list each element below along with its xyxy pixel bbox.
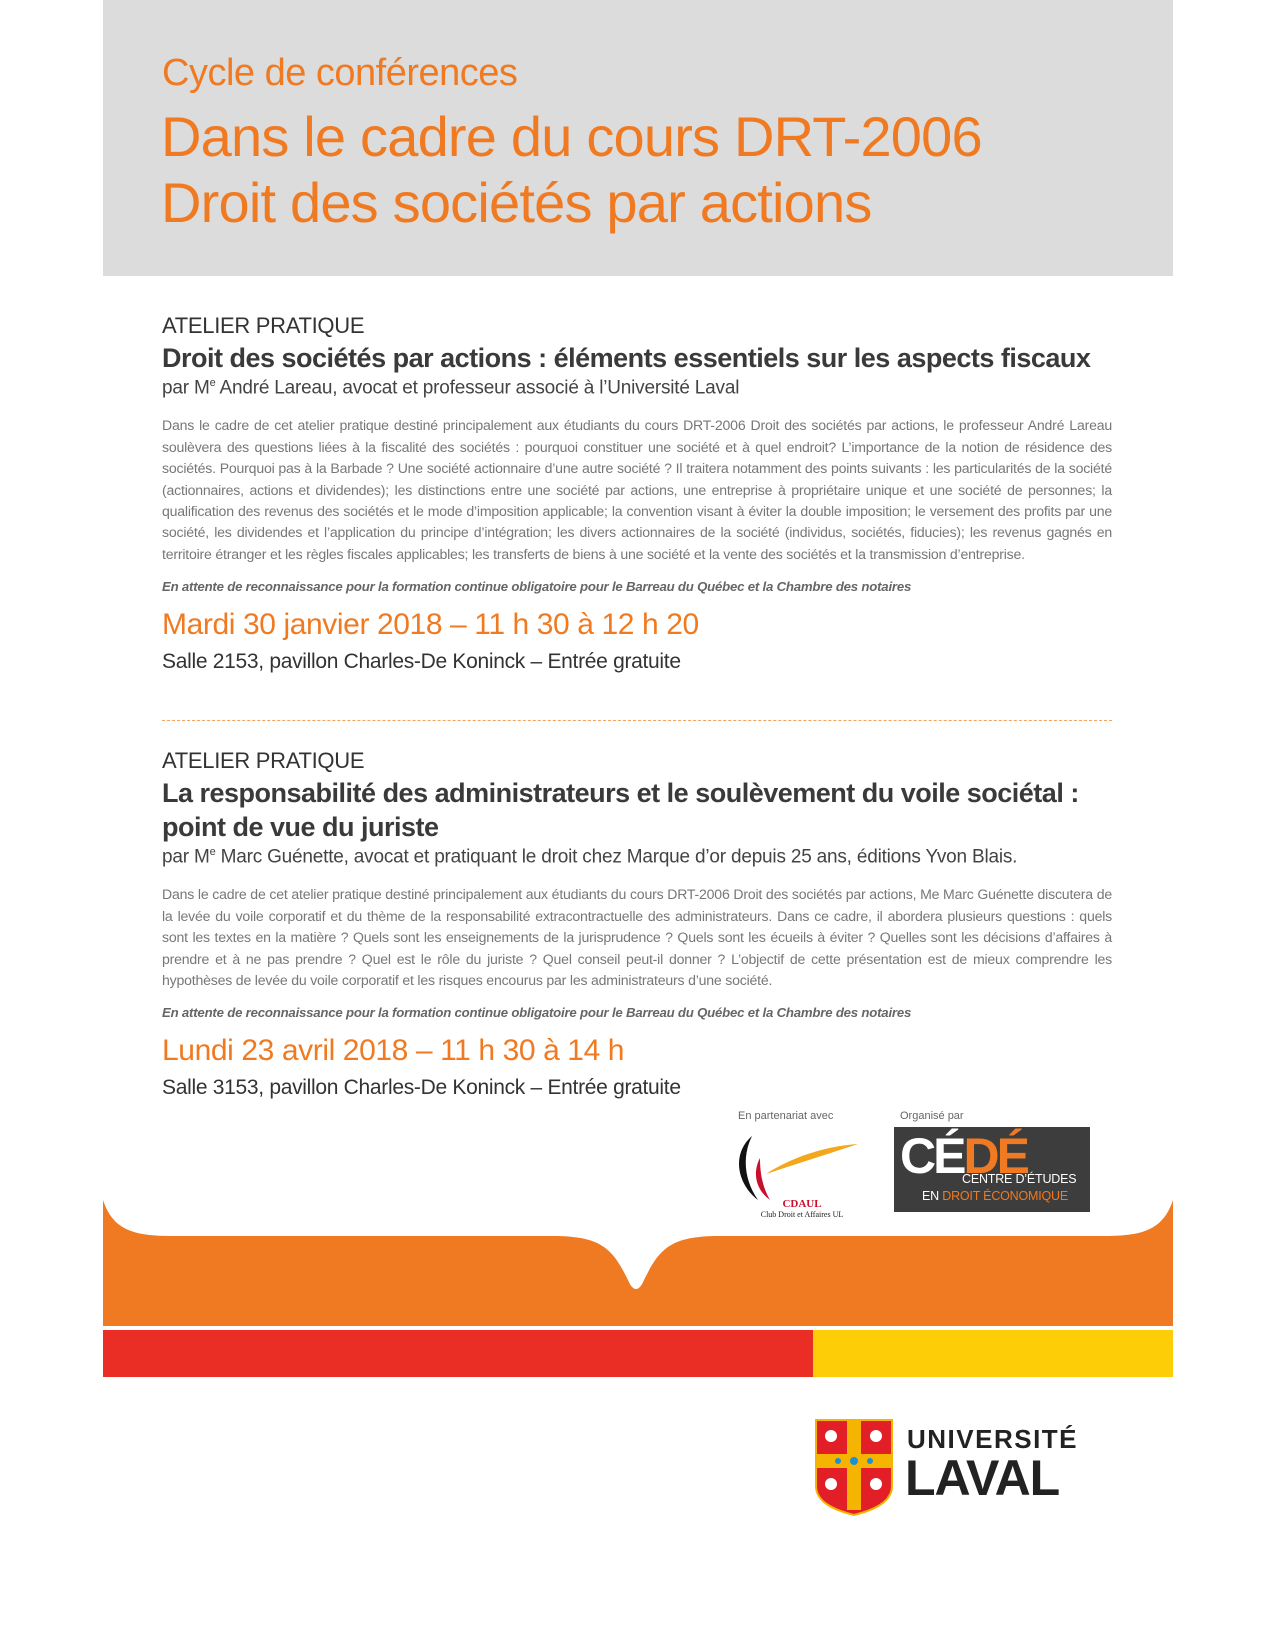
session-description: Dans le cadre de cet atelier pratique destiné principalement aux étudiants du cours DRT-2006 Droit des sociétés par actions, le professeur André Lareau soulèvera des questions liées à la fiscalité des sociétés : pourquoi constituer une société et à quel endroit? L’importance de la notion de résidence des sociétés. Pourquoi pas à la Barbade ? Une société actionnaire d’une autre société ? Il traitera notamment des points suivants : les particularités de la société (actionnaires, actions et dividendes); les distinctions entre une société par actions, une entreprise à propriétaire unique et une société de personnes; la qualification des revenus des sociétés et le mode d’imposition applicable; la convention visant à éviter la double imposition; le versement des profits par une société, les dividendes et l’application du principe d’intégration; les divers actionnaires de la société (individus, sociétés, fiducies); les revenus gagnés en territoire étranger et les règles fiscales applicables; les transferts de biens à une société et la vente des sociétés et la transmission d’entreprise. — [162, 417, 1112, 562]
speaker-sup: e — [209, 846, 216, 858]
cede-letter: C — [900, 1128, 934, 1184]
cdaul-name: CDAUL — [782, 1198, 822, 1210]
session-room: Salle 2153, pavillon Charles-De Koninck – Entrée gratuite — [162, 650, 681, 674]
cede-line2-prefix: EN — [922, 1189, 943, 1203]
speaker-rest: Marc Guénette, avocat et pratiquant le droit chez Marque d’or depuis 25 ans, éditions Yvon Blais. — [215, 846, 1018, 868]
session-title-line2: point de vue du juriste — [162, 812, 439, 842]
universite-laval-shield-icon — [814, 1418, 894, 1516]
header-title-line1: Dans le cadre du cours DRT-2006 — [161, 105, 982, 168]
university-name-line2: LAVAL — [905, 1450, 1060, 1506]
session-1 — [162, 313, 1112, 674]
header-title — [161, 104, 982, 236]
speaker-prefix: par M — [162, 846, 210, 868]
session-title: Droit des sociétés par actions : éléments essentiels sur les aspects fiscaux — [162, 343, 1091, 373]
cede-letter: D — [963, 1128, 997, 1184]
cede-line1: CENTRE D’ÉTUDES — [962, 1172, 1077, 1186]
session-title-line1: La responsabilité des administrateurs et le soulèvement du voile sociétal : — [162, 778, 1079, 808]
session-speaker — [162, 846, 1112, 868]
red-bar — [103, 1330, 813, 1377]
session-description: Dans le cadre de cet atelier pratique destiné principalement aux étudiants du cours DRT-2006 Droit des sociétés par actions, Me Marc Guénette discutera de la levée du voile corporatif et du thème de la responsabilité extracontractuelle des administrateurs. Dans ce cadre, il abordera plusieurs questions : quels sont les textes en la matière ? Quels sont les enseignements de la jurisprudence ? Quels sont les écueils à éviter ? Quelles sont les décisions d’affaires à prendre et à ne pas prendre ? Quel est le rôle du juriste ? Quel conseil peut-il donner ? L’objectif de cette présentation est de mieux comprendre les hypothèses de levée du voile corporatif et les risques encourus par les administrateurs d’une société. — [162, 886, 1112, 988]
header-title-line2: Droit des sociétés par actions — [161, 171, 872, 234]
session-date: Lundi 23 avril 2018 – 11 h 30 à 14 h — [162, 1034, 625, 1068]
session-2 — [162, 748, 1112, 1100]
session-note: En attente de reconnaissance pour la formation continue obligatoire pour le Barreau du Québec et la Chambre des notaires — [162, 579, 912, 595]
speaker-prefix: par M — [162, 377, 210, 399]
cede-line2-accent: DROIT ÉCONOMIQUE — [942, 1189, 1068, 1203]
speaker-sup: e — [209, 377, 216, 389]
orange-wave-band — [103, 1200, 1173, 1326]
partner-label: En partenariat avec — [738, 1110, 834, 1122]
cdaul-subtitle: Club Droit et Affaires UL — [760, 1210, 844, 1219]
session-title — [162, 776, 1112, 844]
session-label: ATELIER PRATIQUE — [162, 748, 365, 773]
section-divider — [162, 720, 1112, 721]
header-band — [103, 0, 1173, 276]
session-label: ATELIER PRATIQUE — [162, 313, 365, 338]
session-room: Salle 3153, pavillon Charles-De Koninck – Entrée gratuite — [162, 1076, 681, 1100]
cede-letter: É — [996, 1128, 1027, 1184]
cede-letter: É — [933, 1128, 964, 1184]
session-speaker — [162, 377, 1112, 399]
organizer-label: Organisé par — [900, 1110, 964, 1122]
yellow-bar — [813, 1330, 1173, 1377]
session-date: Mardi 30 janvier 2018 – 11 h 30 à 12 h 20 — [162, 608, 699, 642]
header-kicker: Cycle de conférences — [162, 52, 518, 94]
speaker-rest: André Lareau, avocat et professeur associé à l’Université Laval — [215, 377, 740, 399]
university-name-line1: UNIVERSITÉ — [907, 1424, 1079, 1454]
session-note: En attente de reconnaissance pour la formation continue obligatoire pour le Barreau du Québec et la Chambre des notaires — [162, 1005, 912, 1021]
